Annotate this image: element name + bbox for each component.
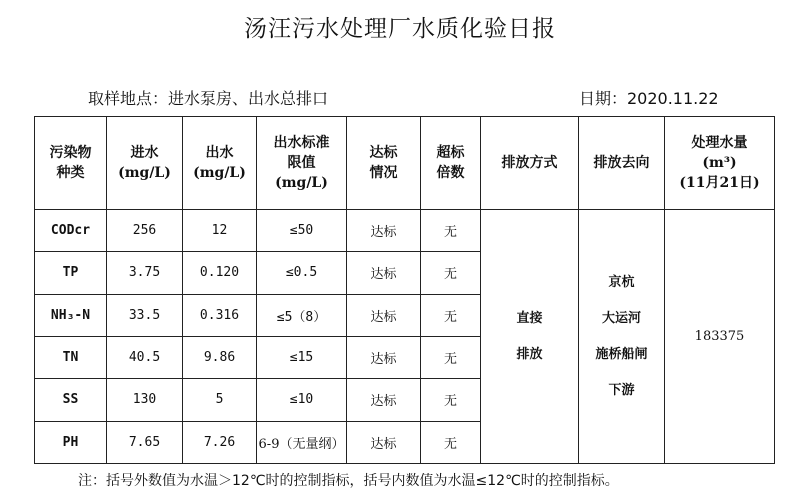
header-discharge-destination: 排放去向 (579, 117, 665, 210)
pollutant-name: TP (35, 252, 107, 294)
report-date: 日期：2020.11.22 (579, 89, 719, 108)
influent-value: 3.75 (107, 252, 183, 294)
pollutant-name: SS (35, 379, 107, 421)
compliance-status: 达标 (347, 421, 421, 463)
pollutant-name: TN (35, 336, 107, 378)
pollutant-name: NH₃-N (35, 294, 107, 336)
exceed-ratio: 无 (421, 336, 481, 378)
influent-value: 40.5 (107, 336, 183, 378)
compliance-status: 达标 (347, 379, 421, 421)
effluent-value: 7.26 (183, 421, 257, 463)
standard-limit: ≤15 (257, 336, 347, 378)
table-row (35, 210, 775, 252)
header-row (35, 117, 775, 210)
exceed-ratio: 无 (421, 252, 481, 294)
exceed-ratio: 无 (421, 421, 481, 463)
exceed-ratio: 无 (421, 210, 481, 252)
influent-value: 256 (107, 210, 183, 252)
exceed-ratio: 无 (421, 379, 481, 421)
exceed-ratio: 无 (421, 294, 481, 336)
report-title: 汤汪污水处理厂水质化验日报 (244, 16, 556, 42)
standard-limit: ≤50 (257, 210, 347, 252)
effluent-value: 5 (183, 379, 257, 421)
header-effluent: 出水 (mg/L) (183, 117, 257, 210)
discharge-method: 直接 排放 (481, 210, 579, 464)
header-compliance: 达标 情况 (347, 117, 421, 210)
header-influent: 进水 (mg/L) (107, 117, 183, 210)
effluent-value: 0.316 (183, 294, 257, 336)
compliance-status: 达标 (347, 336, 421, 378)
effluent-value: 0.120 (183, 252, 257, 294)
header-treated-volume: 处理水量 (m³) (11月21日) (665, 117, 775, 210)
pollutant-name: CODcr (35, 210, 107, 252)
header-discharge-method: 排放方式 (481, 117, 579, 210)
standard-limit: ≤5（8） (257, 294, 347, 336)
pollutant-name: PH (35, 421, 107, 463)
standard-limit: ≤10 (257, 379, 347, 421)
influent-value: 130 (107, 379, 183, 421)
footnote: 注：括号外数值为水温＞12℃时的控制指标，括号内数值为水温≤12℃时的控制指标。 (78, 473, 619, 489)
water-quality-table (34, 116, 775, 464)
influent-value: 7.65 (107, 421, 183, 463)
compliance-status: 达标 (347, 294, 421, 336)
treated-volume-value: 183375 (665, 210, 775, 464)
discharge-destination: 京杭 大运河 施桥船闸 下游 (579, 210, 665, 464)
header-pollutant: 污染物 种类 (35, 117, 107, 210)
header-exceed-ratio: 超标 倍数 (421, 117, 481, 210)
effluent-value: 9.86 (183, 336, 257, 378)
header-standard-limit: 出水标准 限值 (mg/L) (257, 117, 347, 210)
compliance-status: 达标 (347, 210, 421, 252)
sampling-location: 取样地点：进水泵房、出水总排口 (88, 89, 329, 108)
standard-limit: ≤0.5 (257, 252, 347, 294)
influent-value: 33.5 (107, 294, 183, 336)
effluent-value: 12 (183, 210, 257, 252)
standard-limit: 6-9（无量纲） (257, 421, 347, 463)
compliance-status: 达标 (347, 252, 421, 294)
